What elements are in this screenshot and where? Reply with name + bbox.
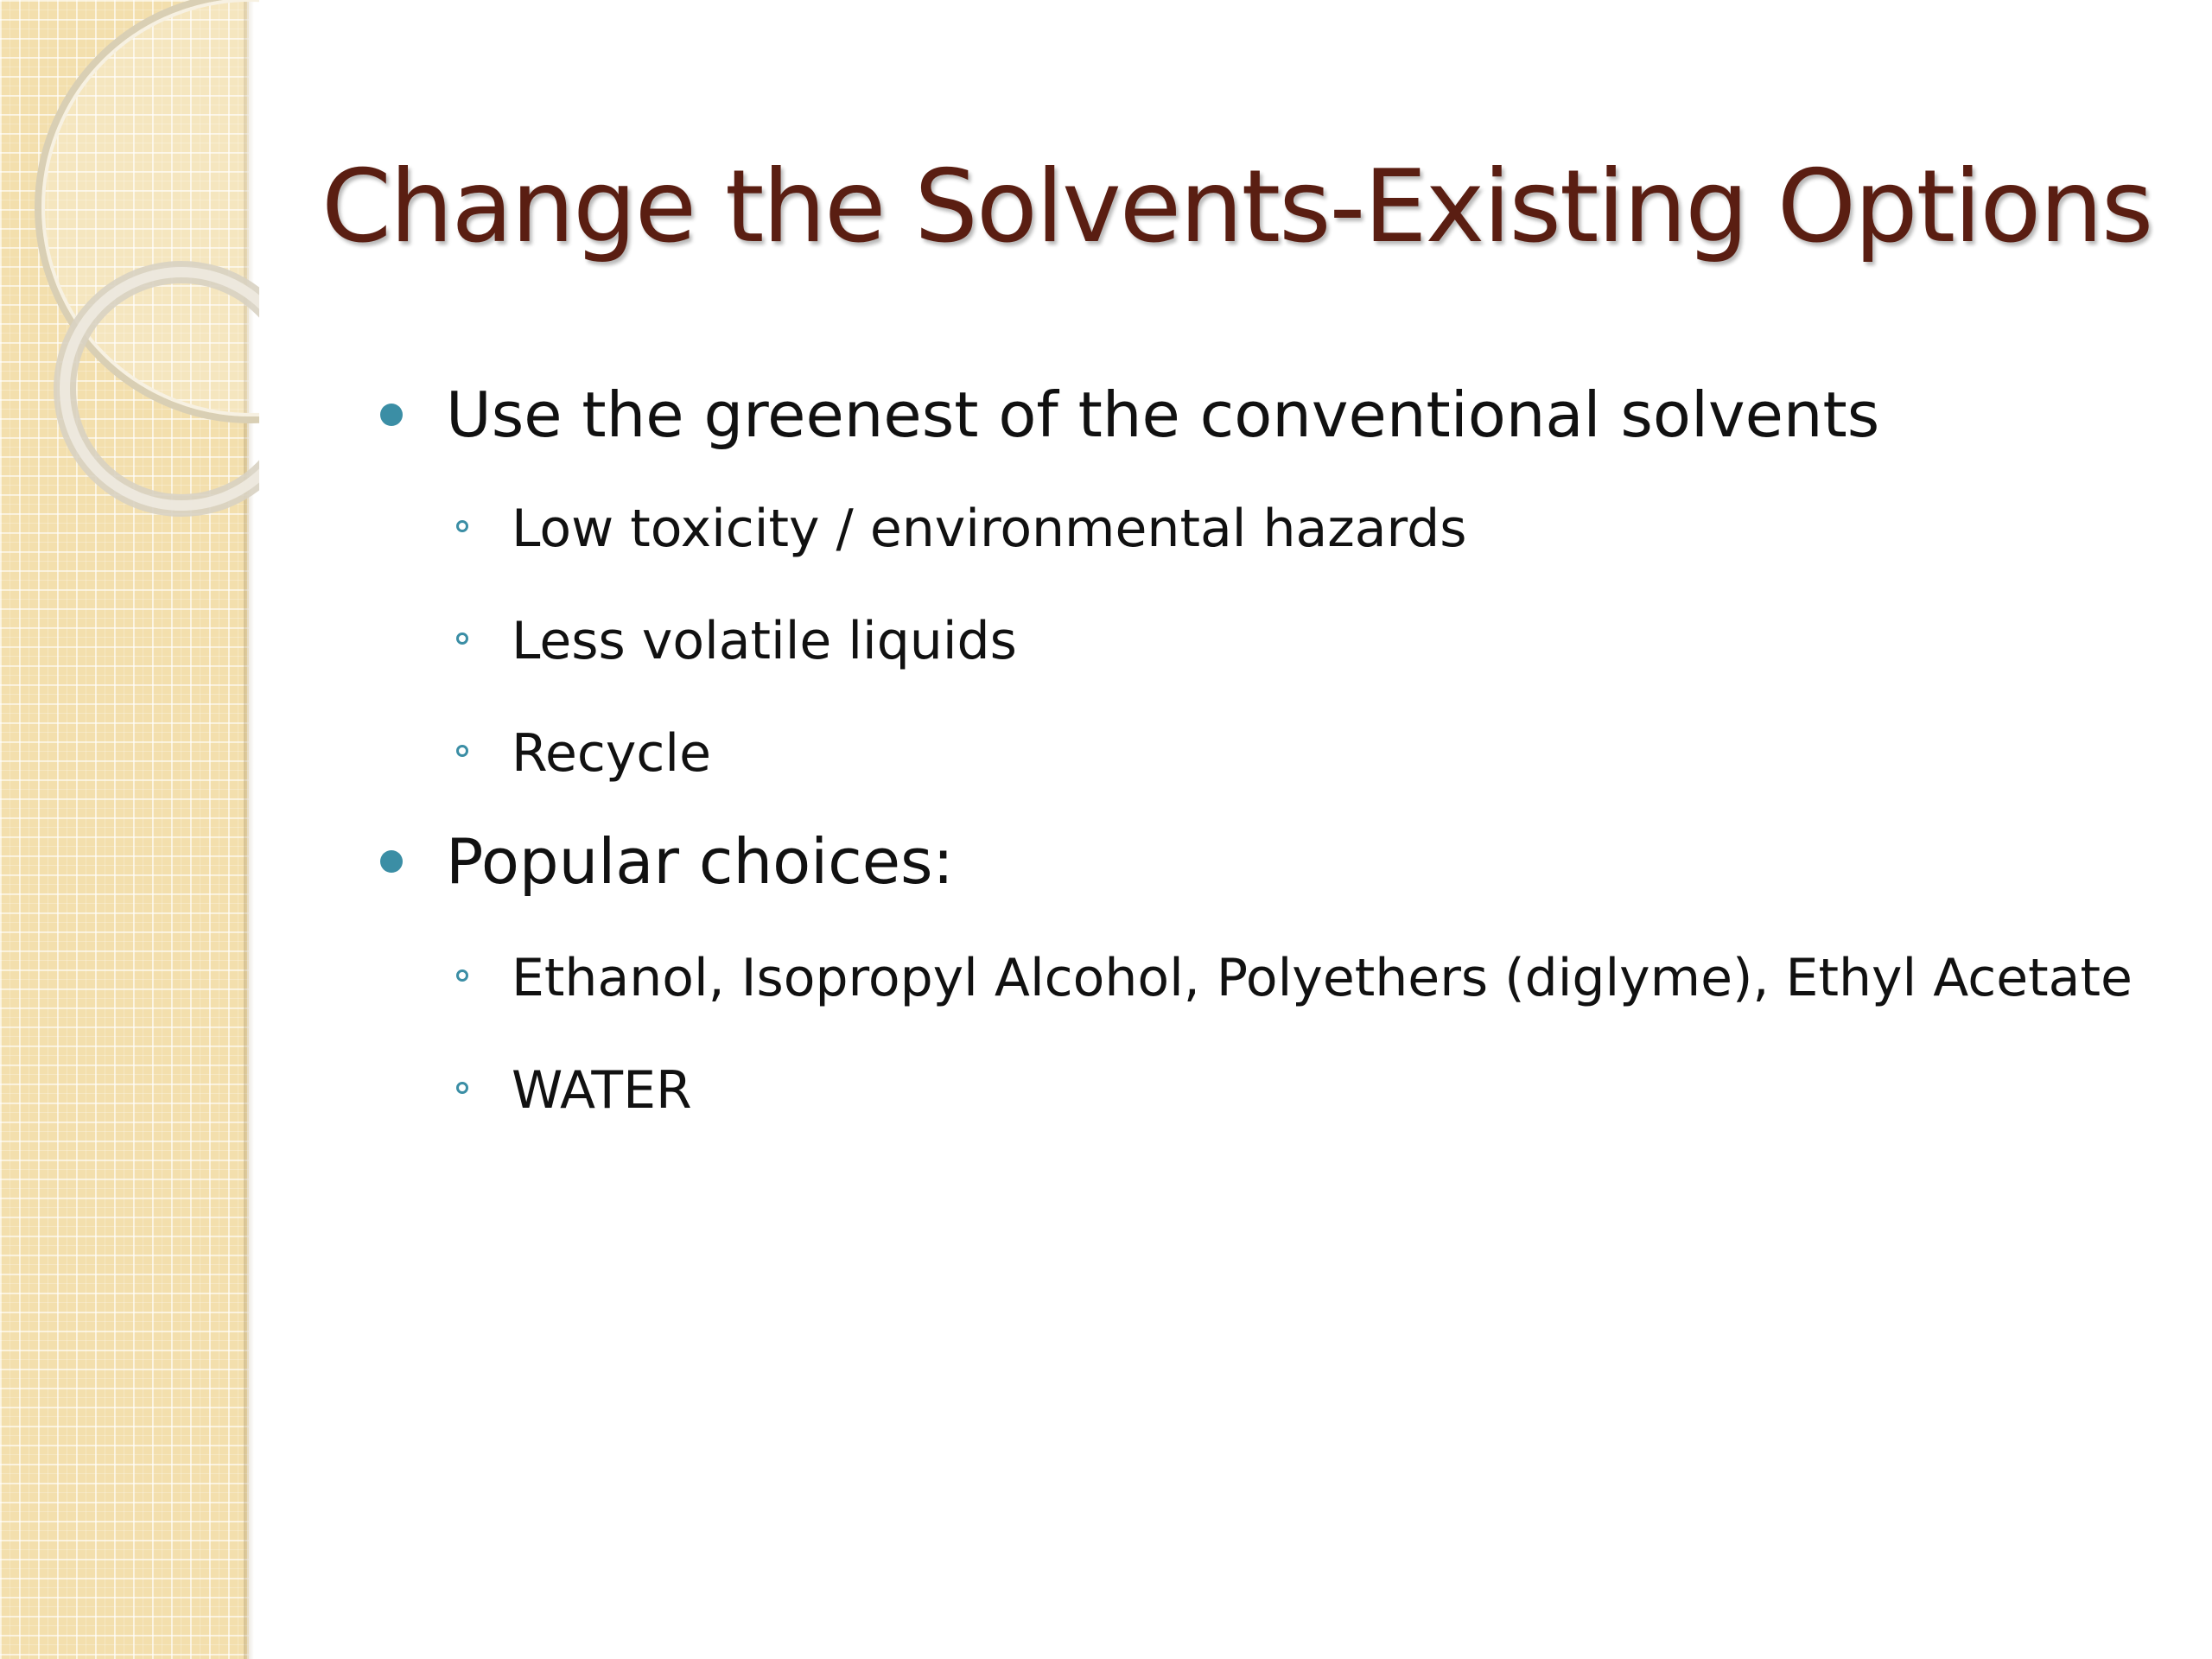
- sub-bullet-circle-icon: [456, 632, 468, 645]
- sub-bullet-circle-icon: [456, 969, 468, 982]
- sub-bullet-circle-icon: [456, 520, 468, 532]
- sub-bullet-text: WATER: [512, 1060, 692, 1121]
- bullet-text: Use the greenest of the conventional solvents: [446, 378, 1880, 451]
- bullet-dot-icon: [380, 850, 403, 873]
- sub-bullet-text: Low toxicity / environmental hazards: [512, 499, 1467, 559]
- sub-bullet-text: Ethanol, Isopropyl Alcohol, Polyethers (diglyme), Ethyl Acetate: [512, 948, 2133, 1008]
- sub-bullet-text: Less volatile liquids: [512, 611, 1017, 671]
- bullet-text: Popular choices:: [446, 825, 954, 898]
- slide-title: Change the Solvents-Existing Options: [321, 149, 2152, 265]
- bullet-dot-icon: [380, 404, 403, 426]
- sub-bullet-text: Recycle: [512, 723, 711, 784]
- sub-bullet-circle-icon: [456, 1082, 468, 1094]
- sub-bullet-circle-icon: [456, 745, 468, 757]
